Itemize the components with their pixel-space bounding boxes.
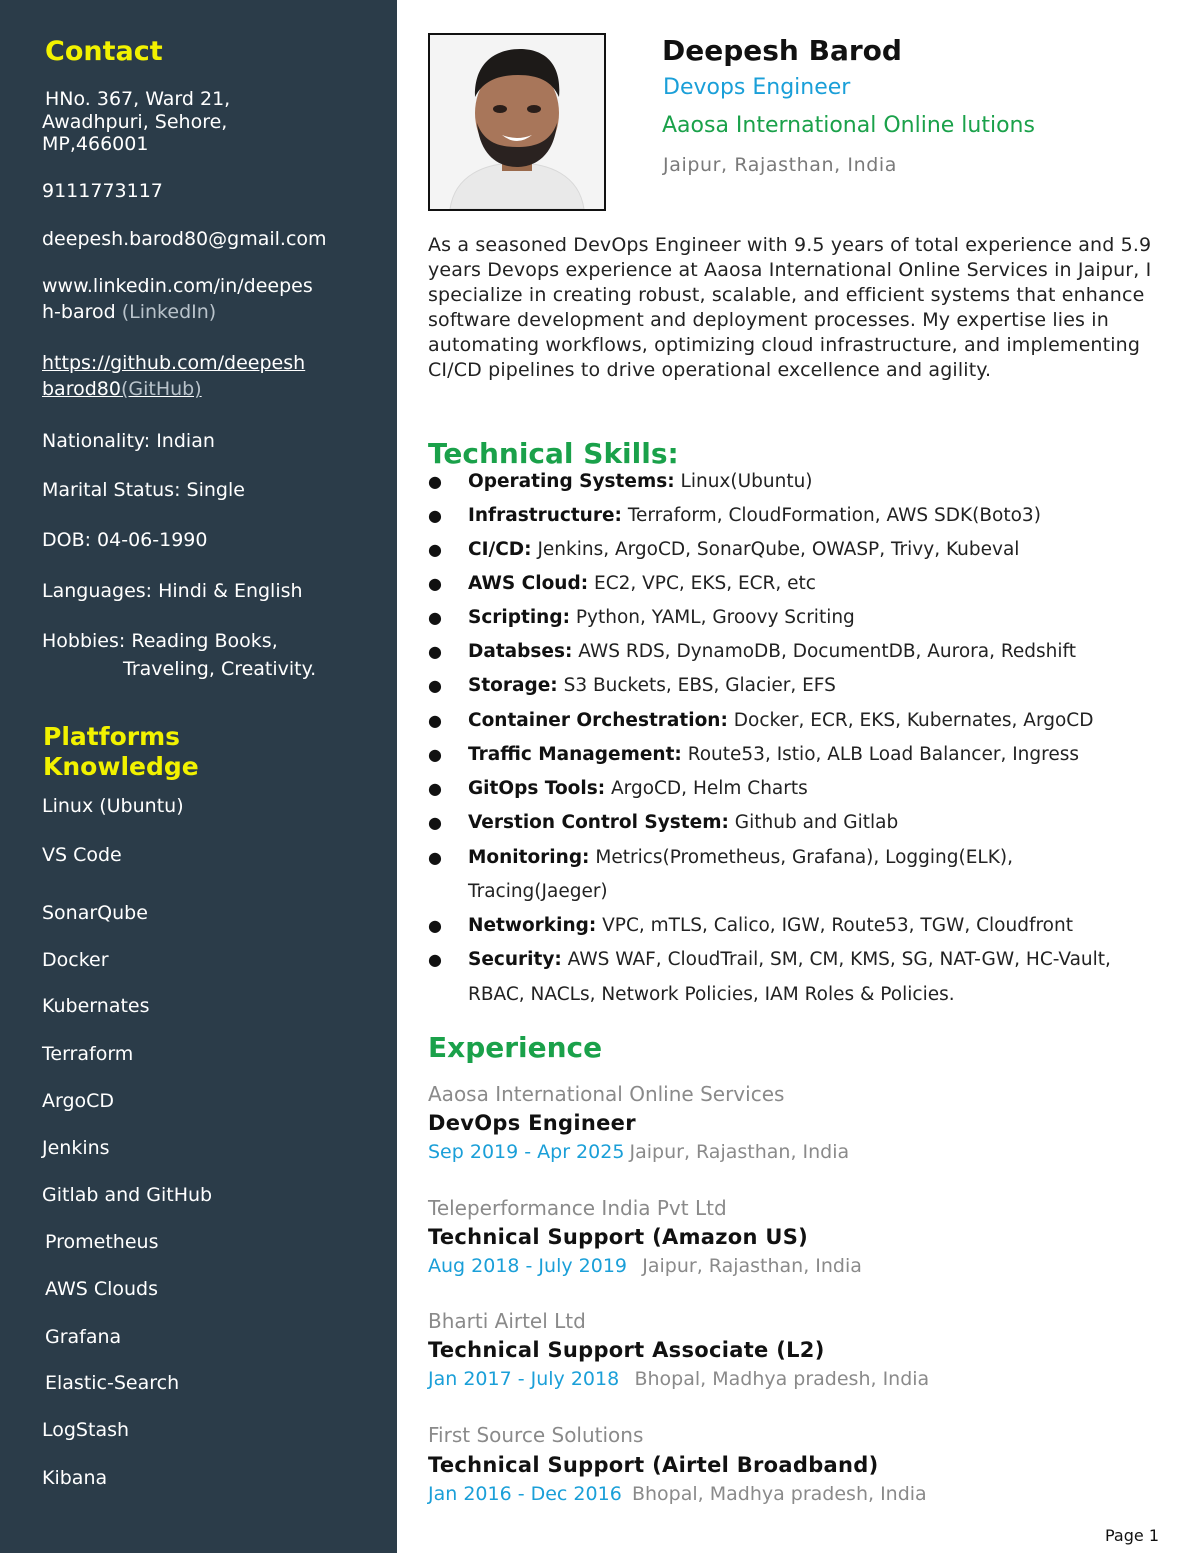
bullet-icon: ● — [428, 642, 442, 661]
experience-location: Bhopal, Madhya pradesh, India — [631, 1483, 927, 1505]
languages: Languages: Hindi & English — [42, 580, 303, 602]
date-of-birth: DOB: 04-06-1990 — [42, 529, 208, 551]
platform-item: Docker — [42, 949, 109, 971]
platform-item: SonarQube — [42, 902, 148, 924]
bullet-icon: ● — [428, 540, 442, 559]
bullet-icon: ● — [428, 745, 442, 764]
skill-item: ● Networking: VPC, mTLS, Calico, IGW, Route53, TGW, Cloudfront — [428, 915, 1073, 936]
skill-item: ● AWS Cloud: EC2, VPC, EKS, ECR, etc — [428, 573, 816, 594]
profile-photo — [428, 33, 606, 211]
experience-company: Aaosa International Online Services — [428, 1082, 785, 1106]
skill-item: ● CI/CD: Jenkins, ArgoCD, SonarQube, OWASP, Trivy, Kubeval — [428, 539, 1020, 560]
platform-item: Prometheus — [45, 1231, 159, 1253]
skill-item-continuation: Tracing(Jaeger) — [468, 881, 608, 902]
experience-company: Bharti Airtel Ltd — [428, 1309, 586, 1333]
skill-item: ● Security: AWS WAF, CloudTrail, SM, CM, KMS, SG, NAT-GW, HC-Vault, — [428, 949, 1111, 970]
sidebar — [0, 0, 397, 1553]
address-line-3: MP,466001 — [42, 133, 149, 155]
experience-meta — [428, 1368, 929, 1390]
experience-meta — [428, 1141, 849, 1163]
platform-item: Grafana — [45, 1326, 122, 1348]
page-number: Page 1 — [1105, 1526, 1159, 1545]
experience-meta — [428, 1483, 927, 1505]
platform-item: LogStash — [42, 1419, 130, 1441]
bullet-icon: ● — [428, 916, 442, 935]
github-handle[interactable]: barod80 — [42, 378, 121, 400]
platform-item: Terraform — [42, 1043, 134, 1065]
bullet-icon: ● — [428, 711, 442, 730]
bullet-icon: ● — [428, 574, 442, 593]
platform-item: Kibana — [42, 1467, 108, 1489]
skill-item: ● Databses: AWS RDS, DynamoDB, DocumentDB, Aurora, Redshift — [428, 641, 1076, 662]
skill-item: ● Monitoring: Metrics(Prometheus, Grafana), Logging(ELK), — [428, 847, 1013, 868]
skill-item: ● Scripting: Python, YAML, Groovy Scriting — [428, 607, 855, 628]
platform-item: Jenkins — [42, 1137, 110, 1159]
experience-dates: Sep 2019 - Apr 2025 — [428, 1141, 625, 1163]
profile-photo-illustration — [430, 35, 604, 209]
skill-item: ● Infrastructure: Terraform, CloudFormation, AWS SDK(Boto3) — [428, 505, 1041, 526]
phone-number[interactable]: 9111773117 — [42, 180, 163, 202]
linkedin-handle[interactable]: h-barod — [42, 301, 116, 323]
professional-summary: As a seasoned DevOps Engineer with 9.5 years of total experience and 5.9 years Devops experience at Aaosa International Online Services in Jaipur, I specialize in creating robust, scalable, and efficient systems that enhance software development and deployment processes. My expertise lies in automating workflows, optimizing cloud infrastructure, and implementing CI/CD pipelines to drive operational excellence and agility. — [428, 234, 1152, 381]
github-link-line-2[interactable] — [42, 378, 202, 401]
experience-location: Bhopal, Madhya pradesh, India — [634, 1368, 930, 1390]
skill-item: ● Container Orchestration: Docker, ECR, EKS, Kubernates, ArgoCD — [428, 710, 1094, 731]
email-link[interactable]: deepesh.barod80@gmail.com — [42, 228, 327, 250]
github-link-line-1[interactable]: https://github.com/deepesh — [42, 352, 306, 374]
linkedin-link-line-1[interactable]: www.linkedin.com/in/deepes — [42, 275, 313, 297]
skill-item: ● Traffic Management: Route53, Istio, ALB Load Balancer, Ingress — [428, 744, 1080, 765]
experience-title: Technical Support (Amazon US) — [428, 1225, 809, 1249]
bullet-icon: ● — [428, 506, 442, 525]
experience-location: Jaipur, Rajasthan, India — [642, 1255, 862, 1277]
experience-dates: Jan 2016 - Dec 2016 — [428, 1483, 622, 1505]
bullet-icon: ● — [428, 848, 442, 867]
experience-company: Teleperformance India Pvt Ltd — [428, 1196, 727, 1220]
candidate-name: Deepesh Barod — [662, 34, 902, 67]
skill-item: ● GitOps Tools: ArgoCD, Helm Charts — [428, 778, 808, 799]
experience-title: Technical Support (Airtel Broadband) — [428, 1453, 879, 1477]
bullet-icon: ● — [428, 608, 442, 627]
current-company: Aaosa International Online lutions — [662, 113, 1035, 138]
platforms-heading-line-1: Platforms — [43, 722, 181, 751]
linkedin-tag: (LinkedIn) — [121, 301, 217, 323]
experience-title: DevOps Engineer — [428, 1111, 636, 1135]
skill-item: ● Operating Systems: Linux(Ubuntu) — [428, 471, 813, 492]
hobbies-line-1: Hobbies: Reading Books, — [42, 630, 278, 652]
platform-item: Kubernates — [42, 995, 150, 1017]
hobbies-line-2: Traveling, Creativity. — [123, 658, 317, 680]
experience-title: Technical Support Associate (L2) — [428, 1338, 825, 1362]
platform-item: AWS Clouds — [45, 1278, 159, 1300]
platforms-heading-line-2: Knowledge — [43, 752, 199, 781]
bullet-icon: ● — [428, 676, 442, 695]
bullet-icon: ● — [428, 472, 442, 491]
experience-dates: Jan 2017 - July 2018 — [428, 1368, 620, 1390]
experience-dates: Aug 2018 - July 2019 — [428, 1255, 627, 1277]
linkedin-link-line-2[interactable] — [42, 301, 216, 324]
skill-item: ● Storage: S3 Buckets, EBS, Glacier, EFS — [428, 675, 836, 696]
bullet-icon: ● — [428, 779, 442, 798]
job-role: Devops Engineer — [663, 75, 851, 100]
platform-item: Gitlab and GitHub — [42, 1184, 213, 1206]
address-line-1: HNo. 367, Ward 21, — [45, 88, 231, 110]
bullet-icon: ● — [428, 950, 442, 969]
nationality: Nationality: Indian — [42, 430, 215, 452]
skill-item-continuation: RBAC, NACLs, Network Policies, IAM Roles & Policies. — [468, 984, 955, 1005]
marital-status: Marital Status: Single — [42, 479, 245, 501]
bullet-icon: ● — [428, 813, 442, 832]
platform-item: Elastic-Search — [45, 1372, 180, 1394]
technical-skills-heading: Technical Skills: — [428, 437, 679, 470]
platform-item: ArgoCD — [42, 1090, 115, 1112]
experience-company: First Source Solutions — [428, 1423, 644, 1447]
skill-item: ● Verstion Control System: Github and Gitlab — [428, 812, 899, 833]
contact-heading: Contact — [45, 36, 163, 67]
platform-item: VS Code — [42, 844, 122, 866]
experience-location: Jaipur, Rajasthan, India — [629, 1141, 850, 1163]
experience-meta — [428, 1255, 862, 1277]
address-line-2: Awadhpuri, Sehore, — [42, 111, 228, 133]
github-tag: (GitHub) — [120, 378, 202, 400]
experience-heading: Experience — [428, 1031, 603, 1064]
platform-item: Linux (Ubuntu) — [42, 795, 184, 817]
current-location: Jaipur, Rajasthan, India — [663, 154, 898, 176]
